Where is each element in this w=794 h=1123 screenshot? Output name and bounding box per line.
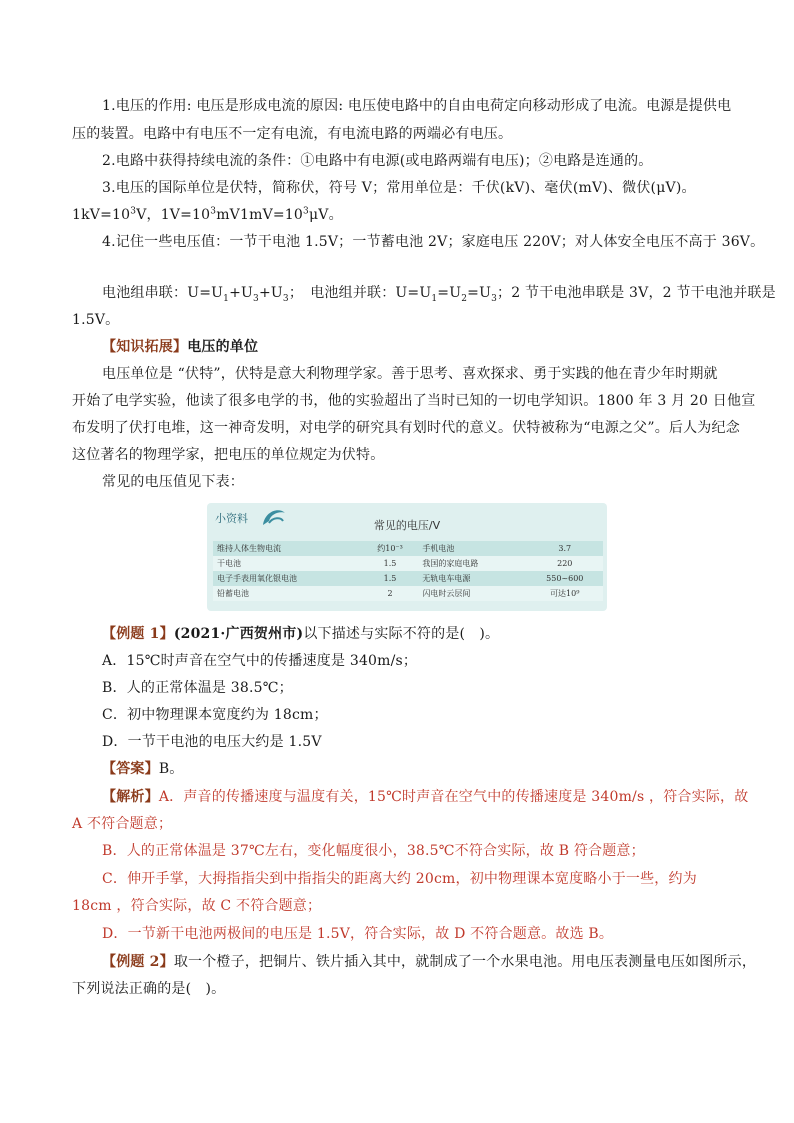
- table-row: [213, 571, 603, 586]
- table-cell: 维持人体生物电流: [213, 541, 362, 556]
- example1-option-a: A．15℃时声音在空气中的传播速度是 340m/s；: [102, 653, 418, 669]
- table-cell: 干电池: [213, 556, 362, 571]
- resource-badge: 小资料: [215, 512, 248, 525]
- p1-line1: 1.电压的作用: 电压是形成电流的原因: 电压使电路中的自由电荷定向移动形成了电流。电源是提供电: [102, 98, 732, 114]
- example1-answer: 【答案】B。: [102, 761, 184, 777]
- table-cell: 220: [527, 556, 603, 571]
- table-cell: 闪电时云层间: [418, 586, 526, 601]
- example1-analysis-a1: 【解析】A．声音的传播速度与温度有关，15℃时声音在空气中的传播速度是 340m/s ，符合实际，故: [102, 789, 749, 805]
- example1-option-b: B．人的正常体温是 38.5℃；: [102, 680, 293, 696]
- table-row: [213, 556, 603, 571]
- table-cell: 手机电池: [418, 541, 526, 556]
- table-cell: 电子手表用氧化银电池: [213, 571, 362, 586]
- table-row: [213, 541, 603, 556]
- p1-line2: 压的装置。电路中有电压不一定有电流，有电流电路的两端必有电压。: [72, 126, 513, 142]
- extension-heading: [102, 337, 752, 357]
- example2-line1: 【例题 2】取一个橙子，把铜片、铁片插入其中，就制成了一个水果电池。用电压表测量电压如图所示，: [102, 954, 757, 970]
- table-cell: 1.5: [362, 556, 419, 571]
- table-row: [213, 586, 603, 601]
- table-cell: 可达10⁹: [527, 586, 603, 601]
- ext-line4: 这位著名的物理学家，把电压的单位规定为伏特。: [72, 447, 385, 463]
- example1-analysis-b: B．人的正常体温是 37℃左右，变化幅度很小，38.5℃不符合实际，故 B 符合题意；: [102, 843, 645, 859]
- example1-source: (2021·广西贺州市): [173, 626, 304, 642]
- example1-option-c: C．初中物理课本宽度约为 18cm；: [102, 707, 328, 723]
- example1-analysis-a2: A 不符合题意；: [72, 816, 173, 832]
- table-cell: 3.7: [527, 541, 603, 556]
- table-cell: 铅蓄电池: [213, 586, 362, 601]
- example1-analysis-d: D．一节新干电池两极间的电压是 1.5V，符合实际，故 D 不符合题意。故选 B。: [102, 926, 614, 942]
- p5-line2: 1.5V。: [72, 312, 120, 328]
- resource-card-title: 常见的电压/V: [373, 519, 441, 532]
- resource-card: [207, 503, 607, 611]
- ext-line3: 布发明了伏打电堆，这一神奇发明，对电学的研究具有划时代的意义。伏特被称为“电源之父”。后人为纪念: [72, 420, 740, 436]
- table-cell: 约10⁻³: [362, 541, 419, 556]
- table-cell: 无轨电车电源: [418, 571, 526, 586]
- voltage-table: [213, 541, 603, 601]
- table-cell: 550~600: [527, 571, 603, 586]
- p3-line1: 3.电压的国际单位是伏特，简称伏，符号 V；常用单位是：千伏(kV)、毫伏(mV)、微伏(μV)。: [102, 180, 696, 196]
- example1-tag: 【例题 1】: [102, 626, 174, 642]
- example1-analysis-c1: C．伸开手掌，大拇指指尖到中指指尖的距离大约 20cm，初中物理课本宽度略小于一些，约为: [102, 871, 697, 887]
- example1-option-d: D．一节干电池的电压大约是 1.5V: [102, 734, 322, 750]
- resource-card-header: [207, 503, 607, 533]
- p4: 4.记住一些电压值：一节干电池 1.5V；一节蓄电池 2V；家庭电压 220V；对人体安全电压不高于 36V。: [102, 234, 765, 250]
- ext-line5: 常见的电压值见下表：: [102, 474, 244, 490]
- table-cell: 1.5: [362, 571, 419, 586]
- extension-tag: 【知识拓展】: [102, 339, 188, 355]
- example1-stem: 【例题 1】(2021·广西贺州市)以下描述与实际不符的是( )。: [102, 626, 500, 642]
- example2-tag: 【例题 2】: [102, 954, 174, 970]
- table-cell: 2: [362, 586, 419, 601]
- extension-title: 电压的单位: [187, 339, 259, 355]
- p3-line2: $1kV=10^3V$，$1V=10^3mV1mV=10^3\mu V$。: [72, 206, 343, 223]
- p2: 2.电路中获得持续电流的条件：①电路中有电源(或电路两端有电压)；②电路是连通的。: [102, 153, 653, 169]
- example2-line2: 下列说法正确的是( )。: [72, 981, 226, 997]
- p5-line1: 电池组串联：$U=U_1+U_3+U_3$； 电池组并联：$U=U_1=U_2=U_3$；2 节干电池串联是 3V，2 节干电池并联是: [102, 285, 776, 304]
- ext-line1: 电压单位是 “伏特”，伏特是意大利物理学家。善于思考、喜欢探求、勇于实践的他在青少年时期就: [102, 366, 718, 382]
- ext-line2: 开始了电学实验，他读了很多电学的书，他的实验超出了当时已知的一切电学知识。1800 年 3 月 20 日他宣: [72, 393, 756, 409]
- example1-analysis-c2: 18cm ，符合实际，故 C 不符合题意；: [72, 898, 322, 914]
- table-cell: 我国的家庭电路: [418, 556, 526, 571]
